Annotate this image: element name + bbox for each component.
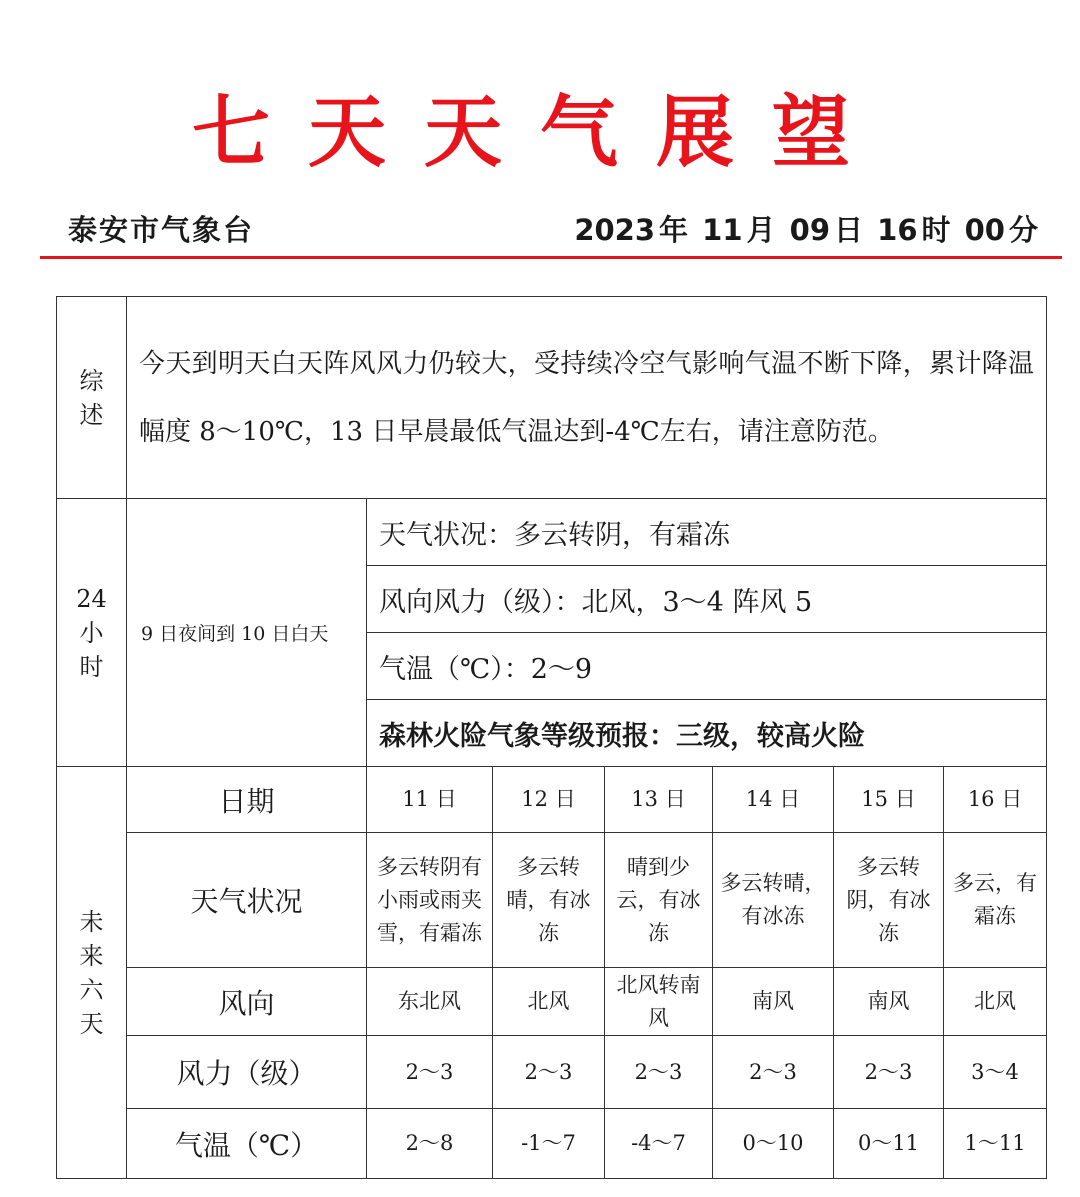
day-wind-dir: 北风 [944,968,1047,1036]
six-day-wind-dir-row [57,968,1047,1036]
day-wind-force: 2～3 [367,1036,493,1109]
day24-temp: 气温（℃）：2～9 [367,633,1047,700]
summary-text: 今天到明天白天阵风风力仍较大，受持续冷空气影响气温不断下降，累计降温幅度 8～10℃，13 日早晨最低气温达到-4℃左右，请注意防范。 [127,297,1047,499]
six-day-temp-row [57,1109,1047,1179]
day-wind-dir: 南风 [834,968,944,1036]
row-label-weather: 天气状况 [127,833,367,968]
day24-label [57,499,127,767]
day24-fire: 森林火险气象等级预报：三级，较高火险 [367,700,1047,767]
issue-year: 2023 [574,213,656,247]
row-label-temp: 气温（℃） [127,1109,367,1179]
day24-weather-row [57,499,1047,566]
day-weather: 多云转晴，有冰冻 [493,833,605,968]
day-temp: 0～11 [834,1109,944,1179]
day-weather: 多云转阴，有冰冻 [834,833,944,968]
six-day-label [57,767,127,1179]
issue-day: 09 [789,213,831,247]
day-wind-dir: 北风转南风 [605,968,713,1036]
minute-unit: 分 [1008,213,1038,247]
day-weather: 多云转晴，有冰冻 [713,833,834,968]
summary-label [57,297,127,499]
year-unit: 年 [659,213,689,247]
day-date: 11 日 [367,767,493,833]
day-temp: -1～7 [493,1109,605,1179]
day-date: 13 日 [605,767,713,833]
day-temp: 2～8 [367,1109,493,1179]
six-day-date-row [57,767,1047,833]
day-temp: 0～10 [713,1109,834,1179]
day24-weather: 天气状况：多云转阴，有霜冻 [367,499,1047,566]
organization-name: 泰安市气象台 [68,213,255,247]
six-day-weather-row [57,833,1047,968]
summary-row [57,297,1047,499]
month-unit: 月 [746,213,776,247]
day-wind-dir: 东北风 [367,968,493,1036]
day-date: 16 日 [944,767,1047,833]
day-temp: -4～7 [605,1109,713,1179]
day-wind-force: 2～3 [713,1036,834,1109]
issue-timestamp [570,208,1038,249]
six-day-label-text: 未 来 六 天 [79,907,104,1038]
page-title: 七天天气展望 [191,88,888,178]
day-unit: 日 [834,213,864,247]
day-wind-force: 2～3 [493,1036,605,1109]
day-wind-dir: 南风 [713,968,834,1036]
day24-label-text: 24 小 时 [76,584,107,681]
forecast-table [56,296,1047,1179]
day24-period: 9 日夜间到 10 日白天 [127,499,367,767]
issue-month: 11 [702,213,743,247]
day-wind-force: 2～3 [605,1036,713,1109]
row-label-wind-force: 风力（级） [127,1036,367,1109]
issue-hour: 16 [877,213,918,247]
header-divider [40,256,1062,259]
day-weather: 多云转阴有小雨或雨夹雪，有霜冻 [367,833,493,968]
day24-wind: 风向风力（级）：北风，3～4 阵风 5 [367,566,1047,633]
day-wind-dir: 北风 [493,968,605,1036]
day-weather: 晴到少云，有冰冻 [605,833,713,968]
issue-minute: 00 [964,213,1005,247]
day-weather: 多云，有霜冻 [944,833,1047,968]
row-label-wind-dir: 风向 [127,968,367,1036]
six-day-wind-force-row [57,1036,1047,1109]
day-wind-force: 3～4 [944,1036,1047,1109]
hour-unit: 时 [921,213,951,247]
day-wind-force: 2～3 [834,1036,944,1109]
day-temp: 1～11 [944,1109,1047,1179]
day-date: 14 日 [713,767,834,833]
row-label-date: 日期 [127,767,367,833]
day-date: 15 日 [834,767,944,833]
summary-label-text: 综 述 [79,366,104,429]
day-date: 12 日 [493,767,605,833]
